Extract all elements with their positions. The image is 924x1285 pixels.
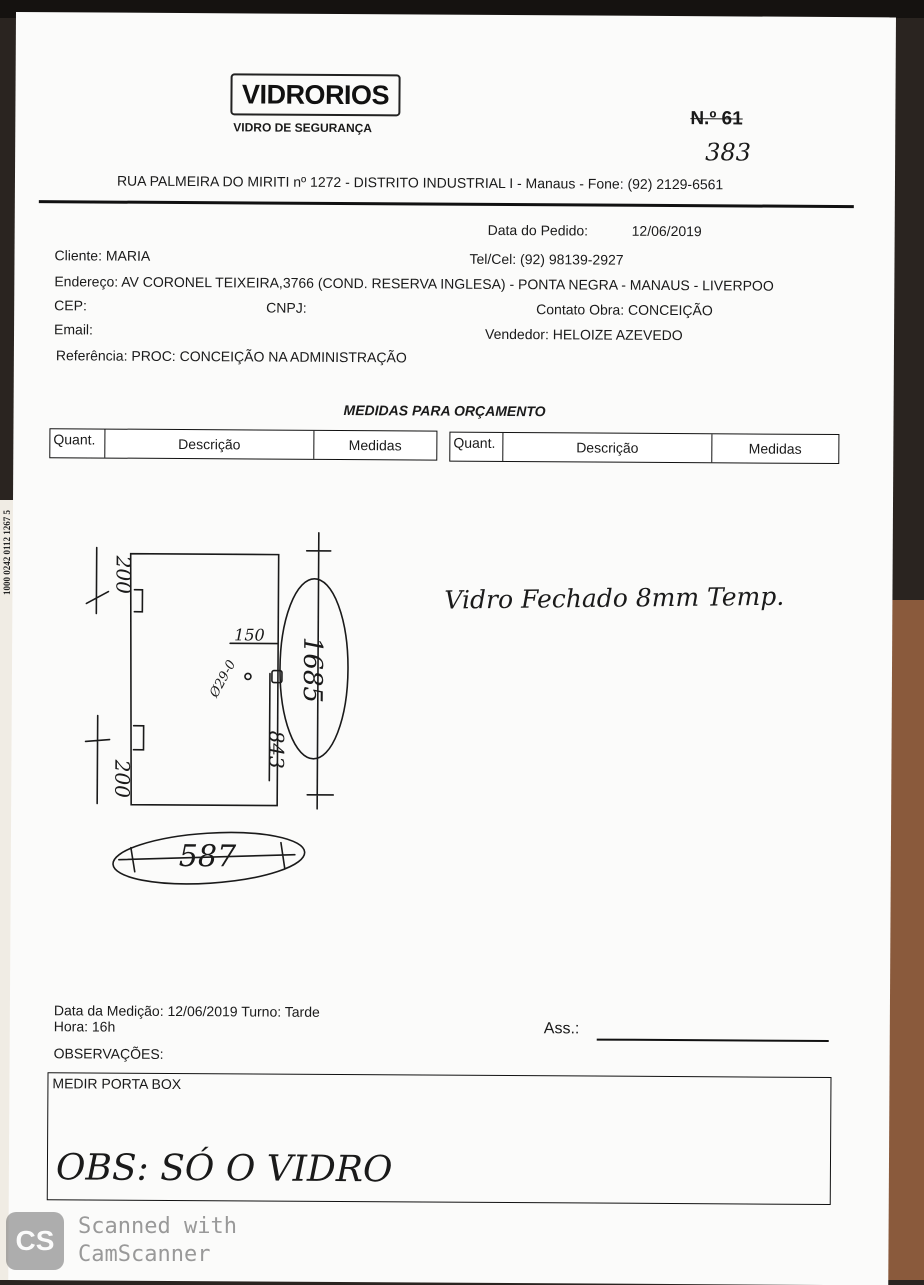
watermark-line-2: CamScanner bbox=[78, 1241, 237, 1269]
hole-mark bbox=[245, 673, 251, 679]
dim-hole-label: Ø29-0 bbox=[207, 658, 240, 701]
cep-field: CEP: bbox=[54, 297, 87, 313]
top-dimension-line bbox=[86, 547, 108, 613]
hinge-bottom-mark bbox=[133, 726, 143, 750]
column-measures: Medidas bbox=[314, 431, 437, 460]
contact-field: Contato Obra: CONCEIÇÃO bbox=[536, 301, 713, 318]
handwritten-number: 383 bbox=[705, 138, 751, 166]
measurement-date: Data da Medição: 12/06/2019 Turno: Tarde bbox=[54, 1002, 320, 1020]
dim-bottom-label: 200 bbox=[110, 759, 134, 799]
column-quantity: Quant. bbox=[50, 429, 105, 457]
observations-text: MEDIR PORTA BOX bbox=[52, 1075, 181, 1092]
dim-handle-height-label: 843 bbox=[264, 731, 288, 769]
dim-handle-offset-label: 150 bbox=[234, 625, 265, 644]
dim-width-label: 587 bbox=[179, 839, 237, 874]
dim-top-label: 200 bbox=[111, 555, 135, 595]
watermark-line-1: Scanned with bbox=[78, 1213, 237, 1241]
bottom-dimension-line bbox=[85, 715, 110, 803]
company-address: RUA PALMEIRA DO MIRITI nº 1272 - DISTRITO INDUSTRIAL I - Manaus - Fone: (92) 2129-6561 bbox=[117, 173, 723, 193]
column-description: Descrição bbox=[106, 430, 314, 459]
order-form-page bbox=[8, 12, 896, 1285]
column-quantity: Quant. bbox=[450, 433, 504, 461]
client-field: Cliente: MARIA bbox=[54, 247, 150, 264]
measures-table-header-right bbox=[449, 432, 839, 464]
measurement-time: Hora: 16h bbox=[54, 1018, 116, 1034]
photo-background-table bbox=[888, 600, 924, 1280]
company-logo: VIDRORIOS bbox=[230, 73, 400, 116]
order-date-label: Data do Pedido: bbox=[488, 222, 589, 239]
measures-title: MEDIDAS PARA ORÇAMENTO bbox=[344, 402, 546, 419]
signature-label: Ass.: bbox=[544, 1020, 580, 1038]
dim-total-height-label: 1685 bbox=[297, 637, 327, 703]
camscanner-watermark bbox=[6, 1212, 237, 1270]
header-divider bbox=[39, 200, 854, 208]
phone-field: Tel/Cel: (92) 98139-2927 bbox=[469, 251, 623, 268]
edge-code: 1000 0242 0112 1267 5 bbox=[2, 510, 12, 595]
address-field: Endereço: AV CORONEL TEIXEIRA,3766 (COND. RESERVA INGLESA) - PONTA NEGRA - MANAUS - LIVERPOO bbox=[54, 273, 773, 293]
handwritten-observation: OBS: SÓ O VIDRO bbox=[56, 1147, 393, 1190]
signature-line bbox=[597, 1039, 829, 1042]
reference-field: Referência: PROC: CONCEIÇÃO NA ADMINISTRAÇÃO bbox=[56, 347, 407, 365]
form-number: N.º 61 bbox=[690, 108, 742, 130]
seller-field: Vendedor: HELOIZE AZEVEDO bbox=[485, 326, 683, 343]
column-measures: Medidas bbox=[712, 434, 839, 463]
observations-label: OBSERVAÇÕES: bbox=[54, 1045, 164, 1062]
measures-table-header-left bbox=[49, 428, 437, 460]
glass-panel-outline bbox=[129, 554, 279, 806]
door-sketch bbox=[71, 517, 373, 899]
order-date-value: 12/06/2019 bbox=[632, 223, 702, 239]
company-tagline: VIDRO DE SEGURANÇA bbox=[233, 120, 372, 135]
handwritten-glass-spec: Vidro Fechado 8mm Temp. bbox=[444, 582, 784, 615]
observations-box bbox=[47, 1072, 832, 1205]
column-description: Descrição bbox=[504, 433, 712, 462]
camscanner-logo: CS bbox=[6, 1212, 64, 1270]
email-field: Email: bbox=[54, 321, 93, 337]
cnpj-field: CNPJ: bbox=[266, 300, 307, 316]
